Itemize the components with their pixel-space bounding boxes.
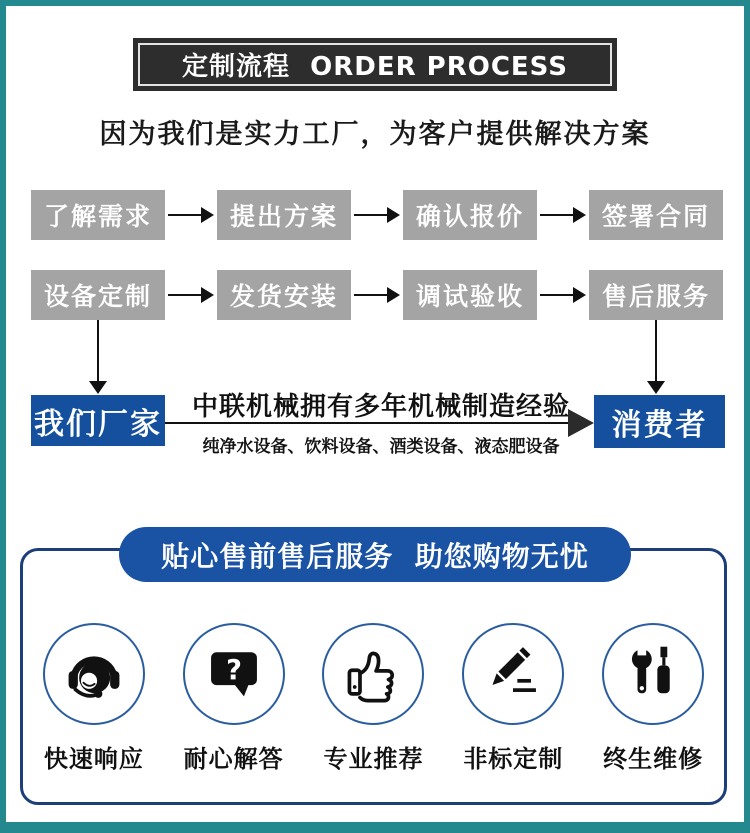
service-items-row (23, 623, 724, 774)
factory-box: 我们厂家 (31, 395, 165, 446)
service-panel (20, 548, 727, 805)
service-circle (602, 623, 704, 725)
service-circle (462, 623, 564, 725)
pencil-icon (482, 643, 544, 705)
service-label: 专业推荐 (323, 745, 424, 773)
service-item (304, 623, 442, 774)
flow-step-confirm-quote: 确认报价 (403, 190, 537, 240)
arrow-right-icon (354, 287, 400, 303)
flow-step-sign-contract: 签署合同 (589, 190, 723, 240)
experience-claim: 中联机械拥有多年机械制造经验 (191, 392, 570, 422)
order-process-banner-frame (138, 43, 612, 86)
consumer-box: 消费者 (594, 395, 725, 448)
arrow-right-icon (540, 207, 586, 223)
factory-to-consumer-line (165, 422, 570, 424)
service-item (444, 623, 582, 774)
arrow-down-icon (89, 320, 107, 394)
headset-agent-icon (63, 643, 125, 705)
order-process-title: 定制流程 ORDER PROCESS (182, 52, 568, 82)
flow-step-test-accept: 调试验收 (403, 270, 537, 320)
arrow-right-icon (540, 287, 586, 303)
thumbs-up-icon (342, 643, 404, 705)
flow-step-understand-needs: 了解需求 (31, 190, 165, 240)
flow-step-propose-plan: 提出方案 (217, 190, 351, 240)
service-item (165, 623, 303, 774)
arrow-right-icon (168, 287, 214, 303)
flow-step-ship-install: 发货安装 (217, 270, 351, 320)
service-item (584, 623, 722, 774)
service-banner-text: 贴心售前售后服务 助您购物无忧 (161, 539, 589, 573)
service-label: 终生维修 (603, 745, 704, 773)
service-circle (322, 623, 424, 725)
flow-step-after-sales: 售后服务 (589, 270, 723, 320)
factory-subtitle: 因为我们是实力工厂，为客户提供解决方案 (99, 119, 651, 150)
service-circle (43, 623, 145, 725)
arrow-right-icon (168, 207, 214, 223)
service-banner-pill (119, 527, 631, 582)
flow-step-equipment-custom: 设备定制 (31, 270, 165, 320)
service-item (25, 623, 163, 774)
question-bubble-icon (203, 643, 265, 705)
service-label: 快速响应 (43, 745, 144, 773)
arrow-down-icon (647, 320, 665, 394)
arrow-right-icon (354, 207, 400, 223)
service-label: 非标定制 (463, 745, 564, 773)
svg-text:?: ? (225, 654, 242, 686)
product-categories: 纯净水设备、饮料设备、酒类设备、液态肥设备 (202, 437, 560, 457)
service-circle (183, 623, 285, 725)
order-process-banner (133, 38, 617, 91)
order-process-flowchart (6, 170, 744, 475)
tools-icon (622, 643, 684, 705)
service-label: 耐心解答 (183, 745, 284, 773)
